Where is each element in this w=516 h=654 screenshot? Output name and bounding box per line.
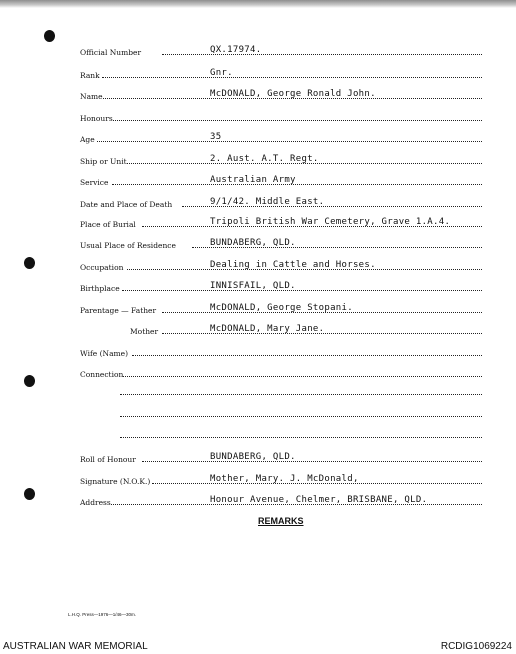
field-label: Roll of Honour: [80, 455, 136, 464]
dotted-line: [142, 461, 482, 462]
connection-continuation-line: [120, 416, 482, 417]
field-value: 9/1/42. Middle East.: [210, 197, 325, 207]
dotted-line: [112, 184, 482, 185]
footer-record-id: RCDIG1069224: [440, 641, 512, 652]
footer-institution: AUSTRALIAN WAR MEMORIAL: [3, 641, 148, 652]
scan-top-edge: [0, 0, 516, 8]
field-label: Address: [80, 498, 111, 507]
field-address: [80, 493, 482, 507]
field-value: Australian Army: [210, 175, 296, 185]
field-value: Tripoli British War Cemetery, Grave 1.A.4.: [210, 217, 451, 227]
punch-hole: [24, 488, 35, 500]
field-label: Birthplace: [80, 284, 120, 293]
dotted-line: [112, 120, 482, 121]
field-label: Honours: [80, 114, 113, 123]
field-honours: [80, 109, 482, 123]
field-value: INNISFAIL, QLD.: [210, 281, 296, 291]
field-date-place-of-death: [80, 195, 482, 209]
punch-hole: [24, 257, 35, 269]
field-label: Ship or Unit: [80, 157, 127, 166]
dotted-line: [102, 77, 482, 78]
field-value: 35: [210, 132, 222, 142]
field-label: Service: [80, 178, 109, 187]
field-service: [80, 173, 482, 187]
field-father: [80, 301, 482, 315]
field-label: Connection: [80, 370, 124, 379]
field-label: Official Number: [80, 48, 142, 57]
dotted-line: [97, 141, 482, 142]
field-signature: [80, 472, 482, 486]
dotted-line: [122, 376, 482, 377]
field-rank: [80, 66, 482, 80]
field-age: [80, 130, 482, 144]
field-label: Rank: [80, 71, 100, 80]
field-value: BUNDABERG, QLD.: [210, 452, 296, 462]
field-value: QX.17974.: [210, 45, 262, 55]
field-roll-of-honour: [80, 450, 482, 464]
field-ship-or-unit: [80, 152, 482, 166]
field-value: 2. Aust. A.T. Regt.: [210, 154, 319, 164]
field-value: Dealing in Cattle and Horses.: [210, 260, 376, 270]
dotted-line: [122, 290, 482, 291]
field-value: BUNDABERG, QLD.: [210, 238, 296, 248]
field-label: Mother: [130, 327, 159, 336]
field-label: Age: [80, 135, 95, 144]
punch-hole: [44, 30, 55, 42]
field-occupation: [80, 258, 482, 272]
field-value: McDONALD, George Stopani.: [210, 303, 353, 313]
field-label: Usual Place of Residence: [80, 241, 176, 250]
punch-hole: [24, 375, 35, 387]
field-birthplace: [80, 279, 482, 293]
field-label: Wife (Name): [80, 349, 129, 358]
field-value: Mother, Mary. J. McDonald,: [210, 474, 359, 484]
connection-continuation-line: [120, 394, 482, 395]
field-connection: [80, 365, 482, 379]
field-value: Gnr.: [210, 68, 233, 78]
field-residence: [80, 236, 482, 250]
print-code: L.H.Q. Press—1976—1/46—30m.: [68, 612, 137, 617]
remarks-heading: REMARKS: [258, 516, 304, 526]
archive-footer: [0, 640, 516, 654]
field-official-number: [80, 43, 482, 57]
field-place-of-burial: [80, 215, 482, 229]
field-label: Occupation: [80, 263, 124, 272]
field-label: Parentage — Father: [80, 306, 157, 315]
field-label: Place of Burial: [80, 220, 136, 229]
field-mother: [80, 322, 482, 336]
connection-continuation-line: [120, 437, 482, 438]
field-value: Honour Avenue, Chelmer, BRISBANE, QLD.: [210, 495, 428, 505]
field-value: McDONALD, George Ronald John.: [210, 89, 376, 99]
field-label: Name: [80, 92, 103, 101]
dotted-line: [132, 355, 482, 356]
field-wife: [80, 344, 482, 358]
field-name: [80, 87, 482, 101]
field-value: McDONALD, Mary Jane.: [210, 324, 325, 334]
field-label: Signature (N.O.K.): [80, 477, 151, 486]
field-label: Date and Place of Death: [80, 200, 173, 209]
